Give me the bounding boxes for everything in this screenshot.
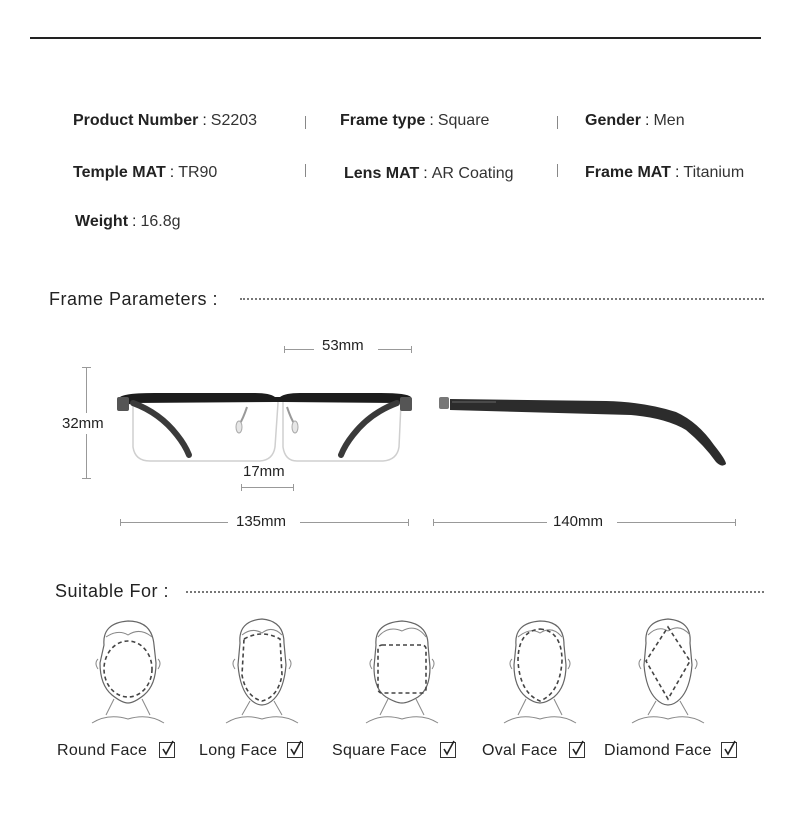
dimension-tick [433,519,434,526]
checkmark-icon [723,740,737,756]
spec-label: Frame type [340,112,426,129]
checkmark-icon [442,740,456,756]
face-label-long: Long Face [199,742,278,759]
lens-height-label: 32mm [62,415,104,432]
spec-product-number [73,112,257,130]
spec-separator: : [645,112,650,129]
diamond-face-icon [628,615,708,725]
lens-width-label: 53mm [322,337,364,354]
spec-weight [75,213,181,231]
temple-length-label: 140mm [553,513,604,530]
face-label-round: Round Face [57,742,148,759]
round-face-icon [88,615,168,725]
spec-label: Weight [75,213,129,230]
column-divider [557,164,558,177]
spec-value: Titanium [683,164,745,181]
checkbox-diamond-face[interactable] [721,742,737,758]
dimension-line [241,487,294,488]
square-face-icon [362,615,442,725]
spec-frame-mat [585,164,744,182]
spec-separator: : [169,164,175,181]
oval-face-icon [500,615,580,725]
column-divider [557,116,558,129]
spec-label: Product Number [73,112,199,129]
dimension-tick [411,346,412,353]
spec-value: S2203 [210,112,258,129]
dimension-tick [82,367,91,368]
column-divider [305,164,306,177]
dimension-tick [735,519,736,526]
dimension-line [617,522,736,523]
dimension-tick [120,519,121,526]
bridge-width-label: 17mm [243,463,285,480]
spec-lens-mat [344,165,514,183]
checkmark-icon [289,740,303,756]
spec-value: TR90 [178,164,218,181]
frame-parameters-title: Frame Parameters : [49,289,219,309]
dotted-divider [240,298,764,300]
dimension-line [300,522,409,523]
spec-separator: : [202,112,207,129]
checkbox-oval-face[interactable] [569,742,585,758]
spec-label: Temple MAT [73,164,166,181]
face-label-square: Square Face [332,742,427,759]
spec-label: Frame MAT [585,164,671,181]
spec-label: Gender [585,112,642,129]
spec-value: AR Coating [431,165,514,182]
dimension-line [120,522,228,523]
spec-separator: : [132,213,137,230]
column-divider [305,116,306,129]
spec-frame-type [340,112,489,130]
dimension-tick [293,484,294,491]
spec-separator: : [429,112,434,129]
spec-gender [585,112,685,130]
spec-label: Lens MAT [344,165,420,182]
dimension-tick [82,478,91,479]
checkmark-icon [161,740,175,756]
spec-value: Men [653,112,685,129]
dimension-tick [408,519,409,526]
face-label-oval: Oval Face [482,742,558,759]
dimension-tick [284,346,285,353]
dimension-tick [241,484,242,491]
checkbox-round-face[interactable] [159,742,175,758]
dimension-line [378,349,412,350]
face-label-diamond: Diamond Face [604,742,712,759]
frame-width-label: 135mm [236,513,287,530]
dotted-divider [186,591,764,593]
spec-temple-mat [73,164,217,182]
top-divider [30,37,761,39]
spec-value: Square [437,112,490,129]
checkbox-square-face[interactable] [440,742,456,758]
glasses-front-view [115,385,415,465]
spec-value: 16.8g [140,213,181,230]
dimension-line [284,349,314,350]
long-face-icon [222,615,302,725]
suitable-for-title: Suitable For : [55,581,170,601]
checkmark-icon [571,740,585,756]
spec-separator: : [674,164,680,181]
glasses-side-view [436,390,736,470]
spec-separator: : [423,165,428,182]
dimension-line [433,522,547,523]
checkbox-long-face[interactable] [287,742,303,758]
